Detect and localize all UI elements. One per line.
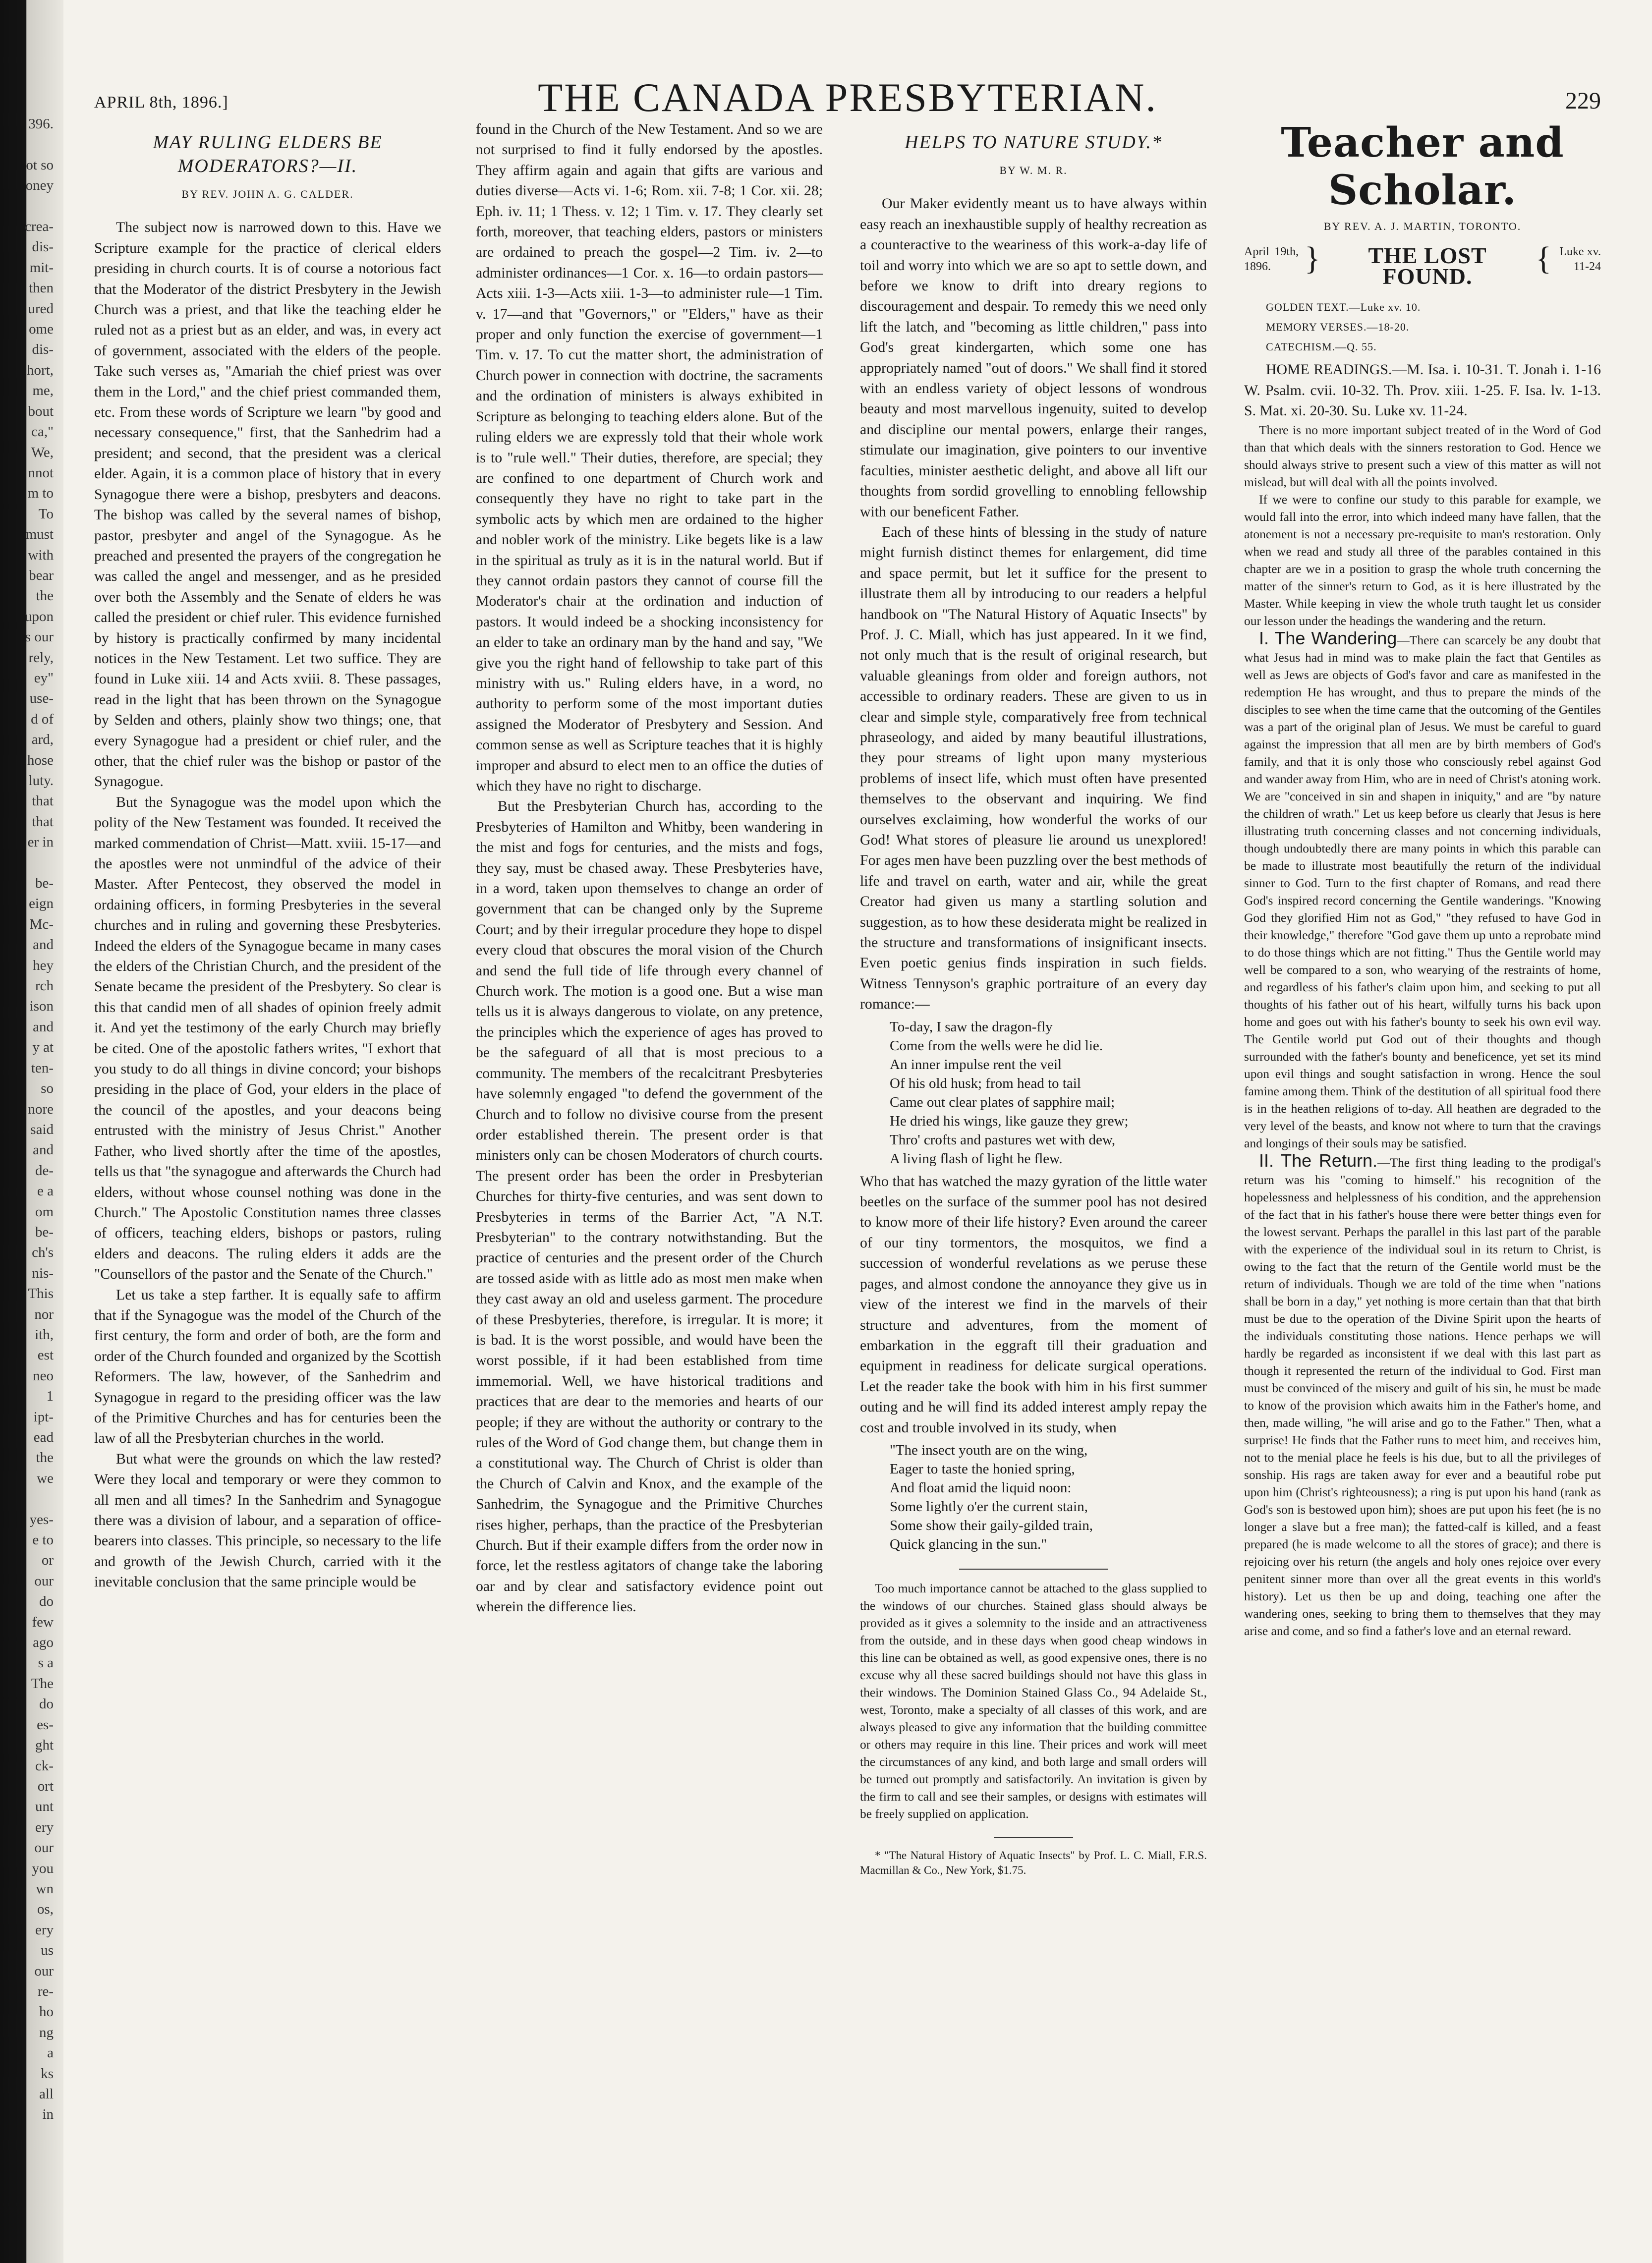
- home-readings: HOME READINGS.—M. Isa. i. 10-31. T. Jonah i. 1-16 W. Psalm. cvii. 10-32. Th. Prov. xiii. 1-25. F. Isa. lv. 1-13. S. Mat. xi. 20-30. Su. Luke xv. 11-24.: [1244, 361, 1601, 419]
- paragraph: There is no more important subject treated of in the Word of God than that which deals with the sinners restoration to God. Hence we should always strive to present such a view of this matter as will not mislead, but will deal with all the points involved.: [1244, 422, 1601, 489]
- stained-glass-notice: [860, 1580, 1207, 1822]
- wandering-text: —There can scarcely be any doubt that what Jesus had in mind was to make plain the fact that Gentiles as well as Jews are objects of God's favor and care as manifested in the redemption He has wrought, and thus to prepare the minds of the disciples to see when the time came that the outcoming of the Gentiles was a part of the original plan of Jesus. We must be careful to guard against the impression that all men are by birth members of God's family, and that it is only those who consciously rebel against God and wander away from Him, who are in need of Christ's atoning work. We are "conceived in sin and shapen in iniquity," and are "by nature the children of wrath." Let us keep before us clearly that Jesus is here illustrating truth concerning classes and not concerning individuals, though undoubtedly there are many points in which this parable can be made to illustrate most beautifully the return of the individual sinner to God. Turn to the first chapter of Romans, and read there God's inspired record concerning the Gentile wanderings. "Knowing God they glorified Him not as God," "they refused to have God in their knowledge," therefore "God gave them up unto a reprobate mind to do those things which are not fitting." Thus the Gentile world may well be compared to a son, who wearying of the restraints of home, and regardless of his father's claim upon him, and seeking to put all thoughts of his father out of his heart, wilfully turns his back upon home and goes out with his father's bounty to seek his own evil way. The Gentile world put God out of their thoughts and though surrounded with the father's bounty and beneficence, yet set its mind upon evil things and sought satisfaction in wrong. Hence the soul famine among them. Think of the destitution of all spiritual food there is in the heathen religions of to-day. All heathen are degraded to the very level of the beasts, and know not where to turn that the cravings and longings of their souls may be satisfied.: [1244, 632, 1601, 1150]
- footnote: * "The Natural History of Aquatic Insects" by Prof. L. C. Miall, F.R.S. Macmillan & Co., New York, $1.75.: [860, 1849, 1207, 1876]
- section-heading-return: II. The Return.: [1259, 1150, 1377, 1171]
- column-4: [1244, 119, 1601, 2253]
- article-title-ruling-elders: MAY RULING ELDERS BE MODERATORS?—II.: [153, 132, 383, 176]
- paragraph: But the Presbyterian Church has, according to the Presbyteries of Hamilton and Whitby, been wandering in the mist and fogs for centuries, and the mists and fogs, they say, must be chased away. These Presbyteries have, in a word, taken upon themselves to change an order of government that can be changed only by the Supreme Court; and by their irregular procedure they hope to dispel every cloud that obscures the moral vision of the Church and send the full tide of life through every channel of Church work. The motion is a good one. But a wise man tells us it is always dangerous to violate, on any pretence, the principles which the experience of ages has proved to be the safeguard of all that is most precious to a community. The members of the recalcitrant Presbyteries have solemnly engaged "to defend the government of the Church and to follow no divisive course from the present order established therein. The present order is that ministers only can be chosen Moderators of church courts. The present order has been the order in Presbyterian Churches for thirty-five centuries, and was sent down to Presbyteries in terms of the Barrier Act, "A N.T. Presbyterian" to the contrary notwithstanding. But the practice of centuries and the present order of the Church are tossed aside with as little ado as most men make when they cast away an old and useless garment. The procedure of these Presbyteries, therefore, is irregular. It is more; it is bad. It is the worst possible, and would have been the worst possible, if it had been established from time immemorial. Well, we have historical traditions and practices that are dear to the memories and hearts of our people; if they are without the authority or contrary to the rules of the Word of God change them, but change them in a constitutional way. The Church of Christ is older than the Church of Calvin and Knox, and the example of the Sanhedrim, the Synagogue and the Primitive Churches rises higher, perhaps, than the practice of the Presbyterian Church. But if their example differs from the order now in force, let the restless agitators of change take the laboring oar and by clear and satisfactory evidence point out wherein the difference lies.: [476, 798, 823, 1615]
- paragraph-wandering: [1244, 629, 1601, 1152]
- return-text: —The first thing leading to the prodigal's return was his "coming to himself." his recognition of the hopelessness and helplessness of his condition, and the apprehension of the fact that in his father's house there were better things even for the lowest servant. Perhaps the parallel in this last part of the parable with the experience of the individual soul in its return to Christ, is owing to the fact that the return of the Gentile world must be the return of individuals. Though we are told of the time when "nations shall be born in a day," yet nothing is more certain than that that birth must be due to the operation of the Divine Spirit upon the hearts of the individuals constituting those nations. Hence perhaps we will hardly be regarded as inconsistent if we deal with this last part as though it represented the return of the individual to God. First man must be convinced of the misery and guilt of his sin, he must be made to know of the provision which awaits him in the Father's home, and then, made willing, "he will arise and go to the Father." Then, what a surprise! He finds that the Father runs to meet him, and receives him, not to the menial place he feels is his due, but to all the privileges of sonship. His rags are taken away for ever and a beautiful robe put upon him (Christ's righteousness); a ring is put upon his hand (rank as God's son is bestowed upon him); shoes are put upon his feet (he is no longer a slave but a free man); the fatted-calf is killed, and a feast prepared (he is made welcome to all the stores of grace); and there is rejoicing over his return (the angels and holy ones rejoice over every penitent sinner more than over all the great events in this world's history). Let us then be up and doing, teaching one after the wandering ones, seeking to bring them to themselves that they may arise and come, and so find a father's love and an eternal reward.: [1244, 1155, 1601, 1638]
- masthead: THE CANADA PRESBYTERIAN.: [538, 75, 1157, 120]
- section-rule: [959, 1569, 1108, 1570]
- insect-verse: "The insect youth are on the wing, Eager to taste the honied spring, And float amid the liquid noon: Some lightly o'er the current stain, Some show their gaily-gilded train, Quick glancing in the sun.": [890, 1442, 1093, 1552]
- issue-date: APRIL 8th, 1896.]: [94, 93, 228, 112]
- paragraph: found in the Church of the New Testament. And so we are not surprised to find it fully endorsed by the apostles. They affirm again and again that gifts are various and duties diverse—Acts vi. 1-6; Rom. xii. 7-8; 1 Cor. xii. 28; Eph. iv. 11; 1 Thess. v. 12; 1 Tim. v. 17. They clearly set forth, moreover, that teaching elders, pastors or ministers are ordained to preach the gospel—2 Tim. iv. 2—to administer ordinances—1 Cor. x. 16—to ordain pastors—Acts xiii. 1-3—Acts xiii. 1-3—to administer rule—1 Tim. v. 17—and that "Governors," or "Elders," have as their proper and only function the exercise of government—1 Tim. v. 17. To cut the matter short, the administration of Church power in connection with doctrine, the sacraments and the ordination of ministers is always exhibited in Scripture as belonging to teaching elders alone. But of the ruling elders we are expressly told that their whole work is to "rule well." Their duties, therefore, are special; they are confined to one department of Church work and consequently they have no right to take part in the symbolic acts by which men are ordained to the higher and nobler work of the ministry. Like begets like is a law in the spiritual as truly as it is in the natural world. But if they cannot ordain pastors they cannot of course fill the Moderator's chair at the ordination and induction of pastors. It would indeed be a shocking inconsistency for an elder to take an ordinary man by the hand and say, "We give you the right hand of fellowship to take part of this ministry with us." Ruling elders have, in a word, no authority to perform some of the most important duties assigned the Moderator of Presbytery and Session. And common sense as well as Scripture teaches that it is highly improper and absurd to elect men to an office the duties of which they have no right to discharge.: [476, 121, 823, 794]
- catechism: CATECHISM.—Q. 55.: [1266, 340, 1377, 353]
- lesson-name: THE LOST FOUND.: [1368, 243, 1487, 289]
- paragraph: Our Maker evidently meant us to have always within easy reach an inexhaustible supply of healthy recreation as a counteractive to the weariness of this work-a-day life of toil and worry into which we are so apt to settle down, and before we know to drift into dreary regions to discouragement and despair. To remedy this we need only lift the latch, and "becoming as little children," pass into God's great kindergarten, which some one has appropriately named "out of doors." We shall find it stored with an endless variety of object lessons of wondrous beauty and most marvellous ingenuity, suited to develop and discipline our mental powers, enlarge their ranges, stimulate our imagination, give pointers to our inventive faculties, minister aesthetic delight, and above all lift our thoughts from sordid grovelling to ennobling fellowship with our beneficent Father.: [860, 195, 1207, 520]
- column-2: [476, 119, 823, 2253]
- tennyson-verse: To-day, I saw the dragon-fly Come from the wells were he did lie. An inner impulse rent the veil Of his old husk; from head to tail Came out clear plates of sapphire mail; He dried his wings, like gauze they grew; Thro' crofts and pastures wet with dew, A living flash of light he flew.: [890, 1018, 1129, 1167]
- right-brace: {: [1536, 240, 1551, 277]
- column-3: [860, 126, 1207, 2253]
- article-byline-calder: BY REV. JOHN A. G. CALDER.: [181, 188, 354, 200]
- article-title-nature-study: HELPS TO NATURE STUDY.*: [905, 132, 1162, 153]
- lesson-reference: Luke xv. 11-24: [1559, 245, 1601, 274]
- paragraph-return: [1244, 1152, 1601, 1640]
- memory-verses: MEMORY VERSES.—18-20.: [1266, 321, 1410, 334]
- paragraph: The subject now is narrowed down to this. Have we Scripture example for the practice of clerical elders presiding in church courts. It is of course a notorious fact that the Moderator of the district Presbytery in the Jewish Church was a priest, and that like the teaching elder he ruled not as a priest but as an elder, and was, in every act of government, associated with the elders of the people. Take such verses as, "Amariah the chief priest was over them in the Lord," and the chief priest commanded them, etc. From these words of Scripture we learn "by good and necessary consequence," first, that the Sanhedrim had a president; and second, that the president was a clerical elder. Again, it is a common place of history that in every Synagogue there were a bishop, presbyters and deacons. The bishop was called by the several names of bishop, pastor, presbyter and angel of the Synagogue. As he preached and presented the prayers of the congregation he was called the angel and messenger, and as he presided over both the Assembly and the Senate of elders he was called the president or chief ruler. This evidence furnished by history is practically confirmed by many incidental notices in the New Testament. Let two suffice. They are found in Luke xiii. 14 and Acts xviii. 8. These passages, read in the light that has been thrown on the Synagogue by Selden and others, plainly show two things; one, that every Synagogue had a president or chief ruler, and the other, that the chief ruler was the bishop or pastor of the Synagogue.: [94, 219, 441, 790]
- paragraph: But the Synagogue was the model upon which the polity of the New Testament was founded. It received the marked commendation of Christ—Matt. xviii. 15-17—and the apostles were not unmindful of the advice of their Master. After Pentecost, they observed the model in ordaining officers, in forming Presbyteries in the several churches and in ruling and governing these Presbyteries. Indeed the elders of the Synagogue became in many cases the elders of the Christian Church, and the president of the Senate became the president of the Presbytery. So clear is this that candid men of all shades of opinion freely admit it. And yet the testimony of the early Church may briefly be cited. One of the apostolic fathers writes, "I exhort that you study to do all things in divine concord; your bishops presiding in the place of God, your elders in the place of the council of the apostles, and your deacons being entrusted with the ministry of Jesus Christ." Another Father, who lived shortly after the time of the apostles, tells us that "the synagogue and afterwards the Church had elders, without whose counsel nothing was done in the Church." The Apostolic Constitution names three classes of officers, teaching elders, bishops or pastors, ruling elders and deacons. The ruling elders it adds are the "Counsellors of the pastor and the Senate of the Church.": [94, 793, 441, 1283]
- column-1: [94, 126, 441, 2253]
- section-heading-wandering: I. The Wandering: [1259, 627, 1397, 648]
- lesson-heading: [1244, 241, 1601, 291]
- article-byline-wmr: BY W. M. R.: [999, 164, 1068, 176]
- notice-paragraph: Too much importance cannot be attached to the glass supplied to the windows of our churches. Stained glass should always be provided as it gives a solemnity to the inside and an attractiveness from the outside, and in these days when good cheap windows in this line can be obtained as well, as good expensive ones, there is no excuse why all these sacred buildings should not have this glass in their windows. The Dominion Stained Glass Co., 94 Adelaide St., west, Toronto, make a specialty of all classes of this work, and are always pleased to give any information that the building committee or others may require in this line. Their prices and work will meet the circumstances of any kind, and both large and small orders will be turned out promptly and satisfactorily. An invitation is given by the firm to call and see their samples, or designs with estimates will be freely supplied on application.: [860, 1581, 1207, 1821]
- teacher-and-scholar-title: Teacher and Scholar.: [1281, 119, 1564, 214]
- page-number: 229: [1565, 88, 1601, 114]
- paragraph: Who that has watched the mazy gyration of the little water beetles on the surface of the summer pool has not desired to know more of their life history? Even around the career of our tiny tormentors, the mosquitos, we find a succession of wonderful revelations as we peruse these pages, and almost condone the annoyance they give us in view of the interest we find in the marvels of their structure and adventures, from the moment of embarkation in the eggraft till their graduation and equipment in readiness for delicate surgical operations. Let the reader take the book with him in his first summer outing and he will find its added interest amply repay the cost and trouble involved in its study, when: [860, 1173, 1207, 1436]
- footnote-rule: [994, 1837, 1073, 1838]
- previous-page-margin-fragments: 396. ot so oney crea- dis- mit- then ured ome dis- hort, me, bout ca," We, nnot m to To must with bear the upon s our rely, ey" use- d of ard, hose luty. that that er in be- eign Mc- and hey rch ison and y at ten- so nore said and de- e a om be- ch's nis- This nor ith, est neo 1 ipt- ead the we yes- e to or our do few ago s a The do es- ght ck- ort unt ery our you wn os, ery us our re- ho ng a ks all in: [25, 116, 54, 2123]
- page-header: [94, 74, 1601, 119]
- paragraph: Each of these hints of blessing in the study of nature might furnish distinct themes for enlargement, did time and space permit, but let it suffice for the present to illustrate them all by introducing to our readers a helpful handbook on "The Natural History of Aquatic Insects" by Prof. J. C. Miall, which has just appeared. In it we find, not only much that is the result of original research, but valuable gleanings from older and foreign authors, not accessible to ordinary readers. These are given to us in clear and simple style, comparatively free from technical phraseology, and aided by many beautiful illustrations, they pour streams of light upon many mysterious problems of insect life, which must often have presented themselves to the observant and inquiring. We find ourselves exclaiming, how wonderful the works of our God! What stores of pleasure lie around us unexplored! For ages men have been puzzling over the best methods of life and travel on earth, water and air, while the great Creator had given us many a startling solution and suggestion, as to how these desiderata might be realized in the structure and transformations of insignificant insects. Even poetic genius finds inspiration in such fields. Witness Tennyson's graphic portraiture of an every day romance:—: [860, 523, 1207, 1013]
- golden-text: GOLDEN TEXT.—Luke xv. 10.: [1266, 301, 1421, 314]
- paragraph: If we were to confine our study to this parable for example, we would fall into the error, into which indeed many have fallen, that the atonement is not a necessary pre-requisite to man's restoration. Only when we read and study all three of the parables contained in this chapter are we in a position to grasp the whole truth concerning the matter of the sinner's return to God, as it is here illustrated by the Master. While keeping in view the whole truth taught let us consider our lesson under the headings the wandering and the return.: [1244, 492, 1601, 628]
- teacher-byline: BY REV. A. J. MARTIN, TORONTO.: [1323, 220, 1522, 232]
- paragraph: But what were the grounds on which the law rested? Were they local and temporary or were they common to all men and all times? In the Sanhedrim and Synagogue there was a division of labour, and a separation of office-bearers into classes. This principle, so necessary to the life and growth of the Jewish Church, carried with it the inevitable conclusion that the same principle would be: [94, 1450, 441, 1590]
- left-brace: }: [1305, 240, 1320, 277]
- lesson-date: April 19th, 1896.: [1244, 245, 1299, 274]
- paragraph: Let us take a step farther. It is equally safe to affirm that if the Synagogue was the model of the Church of the first century, the form and order of both, are the form and order of the Church founded and organized by the Scottish Reformers. The law, however, of the Sanhedrim and Synagogue in regard to the presiding officer was the law of the Primitive Churches and has for centuries been the law of all the Presbyterian churches in the world.: [94, 1286, 441, 1447]
- lesson-body: [1244, 421, 1601, 1640]
